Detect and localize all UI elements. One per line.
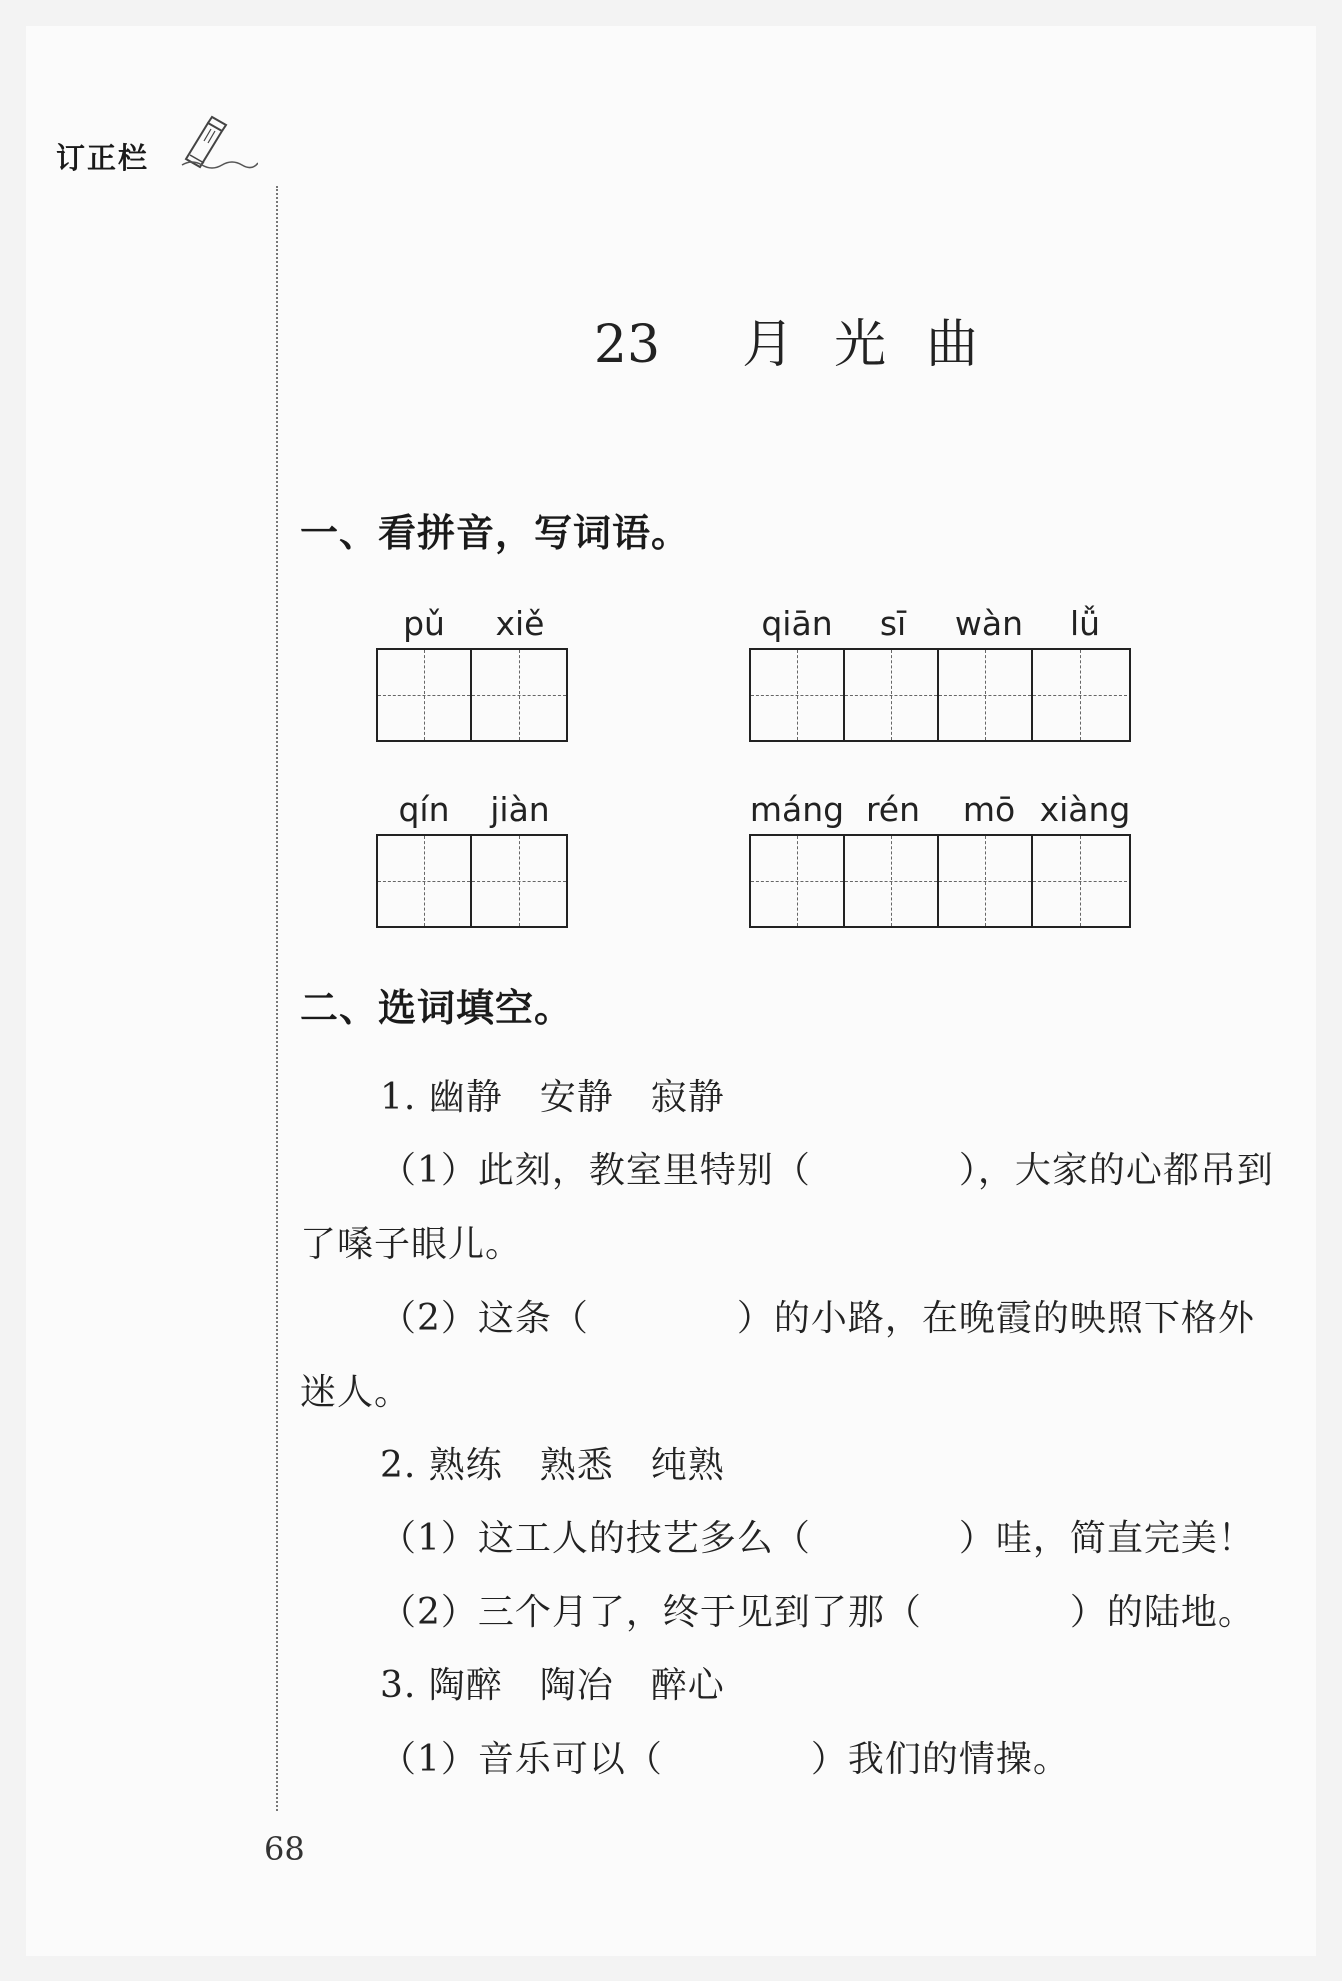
section-heading-fill-in: 二、选词填空。 [300, 986, 574, 1030]
question-line: （1）这工人的技艺多么（ ）哇，简直完美！ [380, 1518, 1255, 1559]
question-line: （2）这条（ ）的小路，在晚霞的映照下格外 [380, 1298, 1255, 1339]
word-choice-group-2: 2. 熟练 熟悉 纯熟 [380, 1445, 725, 1486]
word-choice-group-3: 3. 陶醉 陶冶 醉心 [380, 1665, 725, 1706]
pinyin-syllable: sī [879, 604, 907, 643]
pinyin-syllable: qiān [761, 604, 833, 643]
question-line: 迷人。 [300, 1372, 412, 1413]
pinyin-syllable: mō [962, 790, 1016, 829]
grid-cell[interactable] [472, 836, 566, 926]
word-choice-group-1: 1. 幽静 安静 寂静 [380, 1077, 725, 1118]
margin-divider [276, 186, 278, 1811]
grid-cell[interactable] [939, 836, 1033, 926]
pinyin-syllable: jiàn [490, 790, 550, 829]
pinyin-syllable: xiàng [1039, 790, 1131, 829]
correction-column-label: 订正栏 [56, 141, 150, 175]
lesson-title [0, 302, 1342, 377]
question-line: （2）三个月了，终于见到了那（ ）的陆地。 [380, 1592, 1255, 1633]
writing-grid[interactable] [749, 834, 1131, 928]
grid-cell[interactable] [845, 650, 939, 740]
grid-cell[interactable] [472, 650, 566, 740]
title-char: 月 [742, 315, 795, 375]
pinyin-syllable: máng [749, 790, 845, 829]
title-char: 曲 [926, 315, 979, 375]
section-heading-pinyin: 一、看拼音，写词语。 [300, 511, 691, 555]
grid-cell[interactable] [1033, 650, 1127, 740]
grid-cell[interactable] [1033, 836, 1127, 926]
lesson-number: 23 [593, 315, 661, 375]
writing-grid[interactable] [376, 834, 568, 928]
grid-cell[interactable] [751, 650, 845, 740]
page-number: 68 [264, 1830, 305, 1868]
pinyin-syllable: lǚ [1069, 604, 1101, 643]
grid-cell[interactable] [939, 650, 1033, 740]
writing-grid[interactable] [749, 648, 1131, 742]
pinyin-syllable: rén [865, 790, 921, 829]
grid-cell[interactable] [378, 836, 472, 926]
question-line: 了嗓子眼儿。 [300, 1224, 523, 1265]
grid-cell[interactable] [378, 650, 472, 740]
question-line: （1）此刻，教室里特别（ ），大家的心都吊到 [380, 1150, 1274, 1191]
pinyin-syllable: xiě [495, 604, 545, 643]
grid-cell[interactable] [751, 836, 845, 926]
question-line: （1）音乐可以（ ）我们的情操。 [380, 1739, 1070, 1780]
title-char: 光 [834, 315, 887, 375]
pinyin-syllable: pǔ [403, 604, 445, 643]
writing-grid[interactable] [376, 648, 568, 742]
pinyin-syllable: wàn [954, 604, 1024, 643]
pencil-icon [178, 115, 258, 171]
pinyin-syllable: qín [398, 790, 450, 829]
grid-cell[interactable] [845, 836, 939, 926]
